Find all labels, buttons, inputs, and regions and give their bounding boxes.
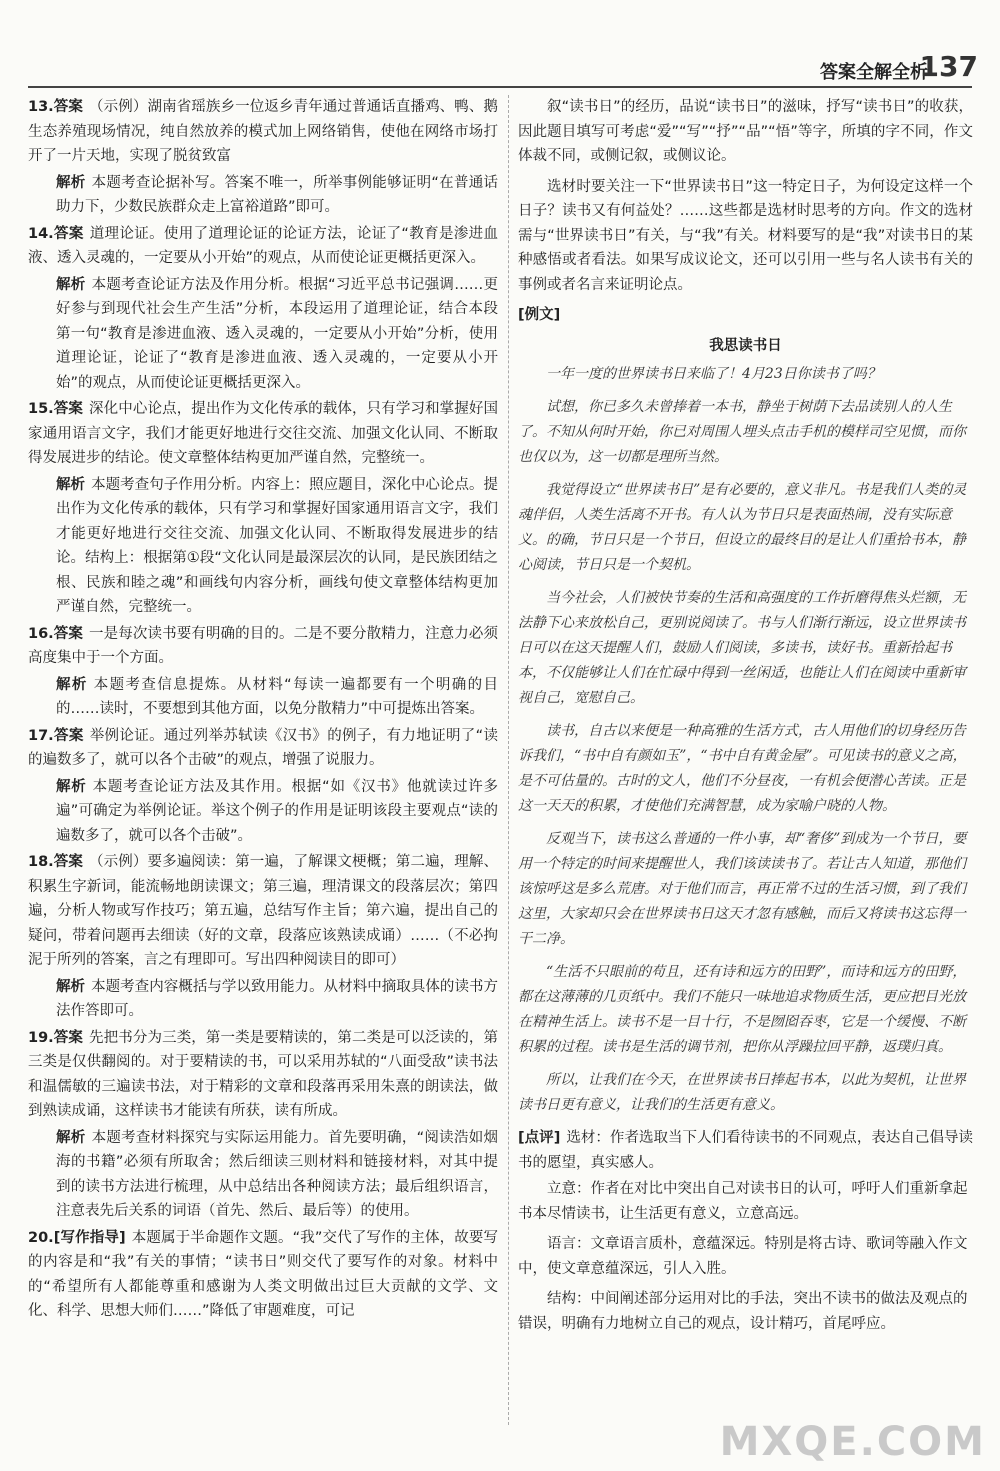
explanation-tag: 解析 (56, 476, 86, 493)
question-number: 20. (28, 1229, 54, 1246)
essay-paragraph: 反观当下，读书这么普通的一件小事，却“奢侈”到成为一个节日，要用一个特定的时间来提醒世人，我们该读读书了。若让古人知道，那他们该惊呼这是多么荒唐。对于他们而言，再正常不过的生活习惯，到了我们这里，大家却只会在世界读书日这天才忽有感触，而后又将读书这忘得一干二净。 (518, 831, 967, 947)
guide-continued: 叙“读书日”的经历，品说“读书日”的滋味，抒写“读书日”的收获，因此题目填写可考虑“爱”“写”“抒”“品”“悟”等字，所填的字不同，作文体裁不同，或侧记叙，或侧议论。 (518, 99, 973, 164)
comment-text: 语言：文章语言质朴，意蕴深远。特别是将古诗、歌词等融入作文中，使文章意蕴深远，引人入胜。 (518, 1236, 968, 1277)
question-number: 19. (28, 1029, 54, 1046)
explanation-text: 本题考查材料探究与实际运用能力。首先要明确，“阅读浩如烟海的书籍”必须有所取舍；然后细读三则材料和链接材料，对其中提到的读书方法进行梳理，从中总结出各种阅读方法；最后组织语言，注意表先后关系的词语（首先、然后、最后等）的使用。 (56, 1129, 499, 1219)
question-16 (28, 622, 498, 671)
question-number: 18. (28, 854, 54, 870)
explanation-tag: 解析 (56, 778, 87, 795)
watermark: MXQE.COM (719, 1419, 986, 1465)
answer-tag: 答案 (53, 854, 84, 870)
explanation-text: 本题考查内容概括与学以致用能力。从材料中摘取具体的读书方法作答即可。 (56, 978, 499, 1019)
explanation-text: 本题考查信息提炼。从材料“每读一遍都要有一个明确的目的……读时，不要想到其他方面，以免分散精力”中可提炼出答案。 (56, 676, 499, 717)
explanation-15 (28, 473, 498, 620)
answer-tag: 答案 (53, 401, 84, 417)
explanation-tag: 解析 (56, 978, 86, 995)
question-number: 15. (28, 401, 54, 417)
comment-tag: [点评] (518, 1130, 561, 1146)
answer-tag: 答案 (53, 99, 84, 115)
answer-tag: 答案 (53, 727, 84, 744)
essay-paragraph: 所以，让我们在今天，在世界读书日捧起书本，以此为契机，让世界读书日更有意义，让我们的生活更有意义。 (518, 1072, 966, 1113)
answer-text: （示例）要多遍阅读：第一遍，了解课文梗概；第二遍，理解、积累生字新词，能流畅地朗读课文；第三遍，理清课文的段落层次；第四遍，分析人物或写作技巧；第五遍，总结写作主旨；第六遍，提出自己的疑问，带着问题再去细读（好的文章，段落应该熟读成诵）……（不必拘泥于所列的答案，言之有理即可。写出四种阅读目的即可） (28, 854, 499, 968)
page-number: 137 (919, 50, 978, 83)
question-14 (28, 222, 498, 271)
essay-paragraph: 读书，自古以来便是一种高雅的生活方式，古人用他们的切身经历告诉我们，“书中自有颜如玉”，“书中自有黄金屋”。可见读书的意义之高，是不可估量的。古时的文人，他们不分昼夜，一有机会便潜心苦读。正是这一天天的积累，才使他们充满智慧，成为家喻户晓的人物。 (518, 723, 967, 814)
right-column (518, 95, 973, 1342)
page-header (0, 0, 1000, 83)
explanation-text: 本题考查论证方法及作用分析。根据“习近平总书记强调……更好参与到现代社会生产生活”分析，本段运用了道理论证，结合本段第一句“教育是渗进血液、透入灵魂的，一定要从小开始”分析，使用道理论证，论证了“教育是渗进血液、透入灵魂的，一定要从小开始”的观点，从而使论证更概括更深入。 (56, 276, 499, 391)
question-18 (28, 850, 498, 973)
comment-section (518, 1126, 973, 1336)
explanation-16 (28, 673, 498, 722)
explanation-tag: 解析 (56, 676, 88, 693)
comment-text: 结构：中间阐述部分运用对比的手法，突出不读书的做法及观点的错误，明确有力地树立自己的观点，设计精巧，首尾呼应。 (518, 1291, 968, 1332)
explanation-tag: 解析 (56, 1129, 86, 1146)
explanation-text: 本题考查论据补写。答案不唯一，所举事例能够证明“在普通话助力下，少数民族群众走上富裕道路”即可。 (56, 174, 499, 215)
question-15 (28, 397, 498, 471)
explanation-text: 本题考查句子作用分析。内容上：照应题目，深化中心论点。提出作为文化传承的载体，只有学习和掌握好国家通用语言文字，我们才能更好地进行交往交流、加强文化认同、不断取得发展进步的结论。结构上：根据第①段“文化认同是最深层次的认同，是民族团结之根、民族和睦之魂”和画线句内容分析，画线句使文章整体结构更加严谨自然，完整统一。 (56, 476, 499, 615)
essay-body (518, 362, 973, 1118)
explanation-tag: 解析 (56, 276, 86, 293)
question-number: 13. (28, 99, 54, 115)
answer-text: 举例论证。通过列举苏轼读《汉书》的例子，有力地证明了“读的遍数多了，就可以各个击破”的观点，增强了说服力。 (28, 727, 498, 768)
question-number: 17. (28, 727, 54, 744)
essay-paragraph: 我觉得设立“世界读书日”是有必要的，意义非凡。书是我们人类的灵魂伴侣，人类生活离不开书。有人认为节日只是表面热闹，没有实际意义。的确，节日只是一个节日，但设立的最终目的是让人们重拾书本，静心阅读，节日只是一个契机。 (518, 482, 967, 573)
question-number: 14. (28, 225, 54, 242)
writing-guide-tag: [写作指导] (53, 1229, 126, 1246)
column-divider (508, 95, 509, 1425)
explanation-tag: 解析 (56, 174, 86, 191)
explanation-19 (28, 1126, 498, 1224)
question-20 (28, 1226, 498, 1324)
essay-paragraph: 当今社会，人们被快节奏的生活和高强度的工作折磨得焦头烂额，无法静下心来放松自己，更别说阅读了。书与人们渐行渐远，设立世界读书日可以在这天提醒人们，鼓励人们阅读，多读书，读好书。重新拾起书本，不仅能够让人们在忙碌中得到一丝闲适，也能让人们在阅读中重新审视自己，宽慰自己。 (518, 590, 966, 706)
explanation-17 (28, 775, 498, 849)
question-13 (28, 95, 498, 169)
question-19 (28, 1026, 498, 1124)
answer-text: 一是每次读书要有明确的目的。二是不要分散精力，注意力必须高度集中于一个方面。 (28, 625, 499, 666)
explanation-text: 本题考查论证方法及其作用。根据“如《汉书》他就读过许多遍”可确定为举例论证。举这个例子的作用是证明该段主要观点“读的遍数多了，就可以各个击破”。 (56, 778, 498, 844)
explanation-14 (28, 273, 498, 396)
guide-paragraph: 选材时要关注一下“世界读书日”这一特定日子，为何设定这样一个日子？读书又有何益处？……这些都是选材时思考的方向。作文的选材需与“世界读书日”有关，与“我”有关。材料要写的是“我”对读书日的某种感悟或者看法。如果写成议论文，还可以引用一些与名人读书有关的事例或者名言来证明论点。 (518, 178, 973, 293)
left-column (28, 95, 498, 1326)
explanation-13 (28, 171, 498, 220)
writing-guide-text: 本题属于半命题作文题。“我”交代了写作的主体，故要写的内容是和“我”有关的事情；“读书日”则交代了要写作的对象。材料中的“希望所有人都能尊重和感谢为人类文明做出过巨大贡献的文学、文化、科学、思想大师们……”降低了审题难度，可记 (28, 1229, 498, 1319)
answer-text: 先把书分为三类，第一类是要精读的，第二类是可以泛读的，第三类是仅供翻阅的。对于要精读的书，可以采用苏轼的“八面受敌”读书法和温儒敏的三遍读书法，对于精彩的文章和段落再采用朱熹的朗读法，做到熟读成诵，这样读书才能读有所获，读有所成。 (28, 1029, 499, 1119)
header-rule (28, 86, 972, 88)
comment-text: 立意：作者在对比中突出自己对读书日的认可，呼吁人们重新拿起书本尽情读书，让生活更有意义，立意高远。 (518, 1181, 968, 1222)
example-tag: [例文] (518, 307, 561, 323)
essay-paragraph: “生活不只眼前的苟且，还有诗和远方的田野”，而诗和远方的田野，都在这薄薄的几页纸中。我们不能只一味地追求物质生活，更应把目光放在精神生活上。读书不是一目十行，不是囫囵吞枣，它是一个缓慢、不断积累的过程。读书是生活的调节剂，把你从浮躁拉回平静，返璞归真。 (518, 964, 967, 1055)
answer-text: （示例）湖南省瑶族乡一位返乡青年通过普通话直播鸡、鸭、鹅生态养殖现场情况，纯自然放养的模式加上网络销售，使他在网络市场打开了一片天地，实现了脱贫致富 (28, 99, 499, 164)
question-number: 16. (28, 625, 54, 642)
answer-text: 深化中心论点，提出作为文化传承的载体，只有学习和掌握好国家通用语言文字，我们才能更好地进行交往交流、加强文化认同、不断取得发展进步的结论。使文章整体结构更加严谨自然，完整统一。 (28, 401, 499, 466)
essay-title: 我思读书日 (709, 337, 782, 354)
header-title: 答案全解全析 (820, 62, 928, 83)
essay-paragraph: 一年一度的世界读书日来临了！4月23日你读书了吗？ (546, 366, 881, 382)
answer-tag: 答案 (53, 625, 84, 642)
answer-tag: 答案 (53, 225, 84, 242)
answer-text: 道理论证。使用了道理论证的论证方法，论证了“教育是渗进血液、透入灵魂的，一定要从小开始”的观点，从而使论证更概括更深入。 (28, 225, 498, 266)
essay-paragraph: 试想，你已多久未曾捧着一本书，静坐于树荫下去品读别人的人生了。不知从何时开始，你已对周围人埋头点击手机的模样司空见惯，而你也仅以为，这一切都是理所当然。 (518, 399, 966, 465)
comment-text: 选材：作者选取当下人们看待读书的不同观点，表达自己倡导读书的愿望，真实感人。 (518, 1130, 973, 1171)
question-17 (28, 724, 498, 773)
answer-tag: 答案 (53, 1029, 84, 1046)
explanation-18 (28, 975, 498, 1024)
